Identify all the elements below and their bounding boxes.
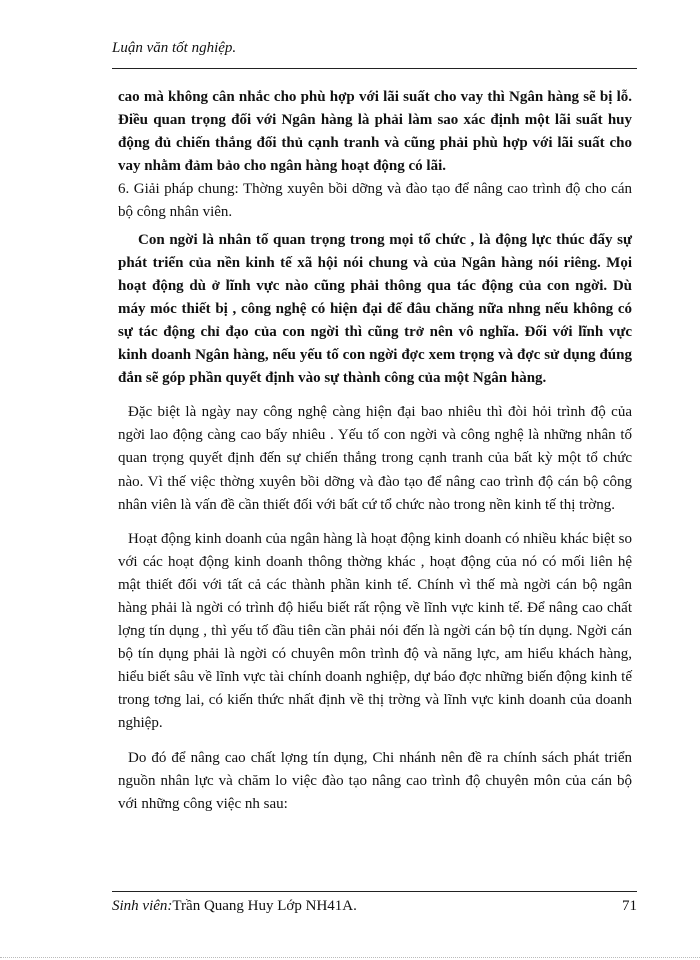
footer-author: Trần Quang Huy Lớp NH41A. — [172, 898, 357, 914]
page-footer — [112, 898, 637, 915]
paragraph-banking-activity: Hoạt động kinh doanh của ngân hàng là hoạt động kinh doanh có nhiều khác biệt so với các hoạt động kinh doanh thông thờng khác , hoạt động của nó có mối liên hệ mật thiết đối với tất cả các thành phần kinh tế. Chính vì thế mà ngời cán bộ ngân hàng phải là ngời có trình độ hiểu biết rất rộng về lĩnh vực kinh tế. Để nâng cao chất lợng tín dụng , thì yếu tố đầu tiên cần phải nói đến là ngời cán bộ tín dụng. Ngời cán bộ tín dụng phải là ngời có chuyên môn trình độ và năng lực, am hiểu khách hàng, hiểu biết sâu về lĩnh vực tài chính doanh nghiệp, dự báo đợc những biến động kinh tế trong tơng lai, có kiến thức nhất định về thị trờng và lĩnh vực kinh doanh của doanh nghiệp. — [118, 530, 632, 732]
paragraph-human-factor: Con ngời là nhân tố quan trọng trong mọi tổ chức , là động lực thúc đẩy sự phát triển của nền kinh tế xã hội nói chung và của Ngân hàng nói riêng. Mọi hoạt động dù ở lĩnh vực nào cũng phải thông qua tác động của con ngời. Dù máy móc thiết bị , công nghệ có hiện đại đế đâu chăng nữa nhng nếu không có sự tác động chỉ đạo của con ngời thì cũng trở nên vô nghĩa. Đối với lĩnh vực kinh doanh Ngân hàng, nếu yếu tố con ngời đợc xem trọng và đợc sử dụng đúng đắn sẽ góp phần quyết định vào sự thành công của một Ngân hàng. — [118, 231, 632, 387]
running-header: Luận văn tốt nghiệp. — [112, 40, 237, 56]
footer-label: Sinh viên: — [112, 898, 173, 914]
header-rule — [112, 68, 637, 69]
footer-rule — [112, 891, 637, 892]
page-bottom-divider — [0, 957, 700, 958]
page-number: 71 — [622, 898, 637, 914]
section-heading: 6. Giải pháp chung: Thờng xuyên bồi dỡng và đào tạo để nâng cao trình độ cho cán bộ công nhân viên. — [118, 181, 632, 221]
paragraph-continuation: cao mà không cân nhắc cho phù hợp với lãi suất cho vay thì Ngân hàng sẽ bị lỗ. Điều quan trọng đối với Ngân hàng là phải làm sao xác định một lãi suất huy động đủ chiến thắng đối thủ cạnh tranh và cũng phải phù hợp với lãi suất cho vay nhằm đảm bảo cho ngân hàng hoạt động có lãi. — [118, 89, 632, 175]
footer-student — [112, 898, 357, 915]
document-body — [118, 86, 632, 816]
paragraph-technology: Đặc biệt là ngày nay công nghệ càng hiện đại bao nhiêu thì đòi hỏi trình độ của ngời lao động càng cao bấy nhiêu . Yếu tố con ngời và công nghệ là những nhân tố quan trọng quyết định đến sự chiến thắng trong cạnh tranh của bất kỳ một tổ chức nào. Vì thế việc thờng xuyên bồi dỡng và đào tạo để nâng cao trình độ cán bộ công nhân viên là vấn đề cần thiết đối với bất cứ tổ chức nào trong nền kinh tế thị trờng. — [118, 404, 632, 513]
paragraph-conclusion: Do đó để nâng cao chất lợng tín dụng, Chi nhánh nên đề ra chính sách phát triển nguồn nhân lực và chăm lo việc đào tạo nâng cao trình độ chuyên môn của cán bộ với những công việc nh sau: — [118, 749, 632, 812]
